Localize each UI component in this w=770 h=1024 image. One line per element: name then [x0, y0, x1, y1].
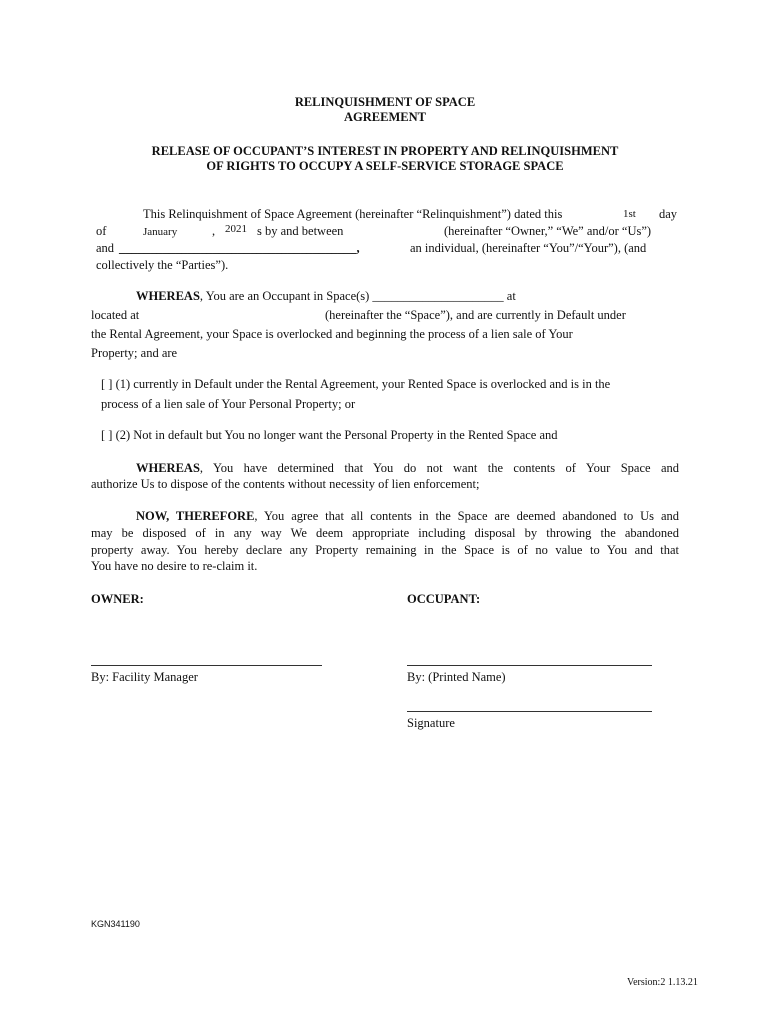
occupant-name-line[interactable]	[407, 665, 652, 666]
owner-by-label: By: Facility Manager	[91, 670, 198, 684]
whereas2-line1-rest: , You have determined that You do not want the contents of Your Space and	[199, 461, 679, 475]
whereas1-line1	[136, 289, 516, 304]
document-subtitle-line2: OF RIGHTS TO OCCUPY A SELF-SERVICE STORAGE SPACE	[206, 159, 564, 173]
therefore-line1-rest: , You agree that all contents in the Space are deemed abandoned to Us and	[254, 509, 679, 523]
whereas1-located-at: located at	[91, 308, 140, 322]
whereas2-label: WHEREAS	[136, 461, 200, 475]
whereas1-line3: the Rental Agreement, your Space is overlocked and beginning the process of a lien sale of Your	[91, 327, 573, 341]
intro-individual: an individual, (hereinafter “You”/“Your”), (and	[410, 241, 647, 255]
document-subtitle: RELEASE OF OCCUPANT’S INTEREST IN PROPERTY AND RELINQUISHMENT	[151, 144, 619, 158]
intro-owner-text: (hereinafter “Owner,” “We” and/or “Us”)	[444, 224, 652, 238]
whereas1-line4: Property; and are	[91, 346, 178, 360]
document-code: KGN341190	[91, 919, 140, 929]
occupant-heading: OCCUPANT:	[407, 592, 481, 606]
option1-line2: process of a lien sale of Your Personal Property; or	[101, 397, 356, 411]
whereas1-line1-rest: , You are an Occupant in Space(s) _____________________ at	[199, 289, 516, 303]
whereas2-line2: authorize Us to dispose of the contents without necessity of lien enforcement;	[91, 477, 480, 491]
therefore-line4: You have no desire to re-claim it.	[91, 559, 258, 573]
document-title: RELINQUISHMENT OF SPACE	[294, 95, 476, 109]
option2-checkbox-line[interactable]: [ ] (2) Not in default but You no longer want the Personal Property in the Rented Space and	[101, 428, 558, 442]
version-label: Version:2 1.13.21	[627, 977, 698, 988]
intro-day-word: day	[659, 207, 678, 221]
whereas1-hereinafter: (hereinafter the “Space”), and are currently in Default under	[325, 308, 626, 322]
intro-and-word: and	[96, 241, 115, 255]
therefore-label: NOW, THEREFORE	[136, 509, 255, 523]
year-field[interactable]: 2021	[225, 223, 247, 235]
owner-signature-line[interactable]	[91, 665, 322, 666]
intro-line1: This Relinquishment of Space Agreement (hereinafter “Relinquishment”) dated this	[143, 207, 563, 221]
intro-of-word: of	[96, 224, 107, 238]
day-field[interactable]: 1st	[623, 208, 636, 220]
owner-heading: OWNER:	[91, 592, 144, 606]
intro-between: s by and between	[257, 224, 344, 238]
whereas2-line1	[91, 461, 679, 476]
occupant-signature-line[interactable]	[407, 711, 652, 712]
therefore-line2: may be disposed of in any way We deem appropriate including disposal by throwing the abandoned	[91, 526, 679, 540]
occupant-by-label: By: (Printed Name)	[407, 670, 506, 684]
therefore-line1	[91, 509, 679, 524]
occupant-name-blank[interactable]: ______________________________________,	[119, 241, 360, 255]
whereas-label: WHEREAS	[136, 289, 200, 303]
intro-line4: collectively the “Parties”).	[96, 258, 229, 272]
signature-label: Signature	[407, 716, 455, 730]
intro-comma: ,	[212, 224, 216, 238]
option1-checkbox-line[interactable]: [ ] (1) currently in Default under the Rental Agreement, your Rented Space is overlocked and is in the	[101, 377, 611, 391]
month-field[interactable]: January	[143, 226, 178, 238]
therefore-line3: property away. You hereby declare any Property remaining in the Space is of no value to You and that	[91, 543, 679, 557]
document-title-line2: AGREEMENT	[344, 110, 426, 124]
